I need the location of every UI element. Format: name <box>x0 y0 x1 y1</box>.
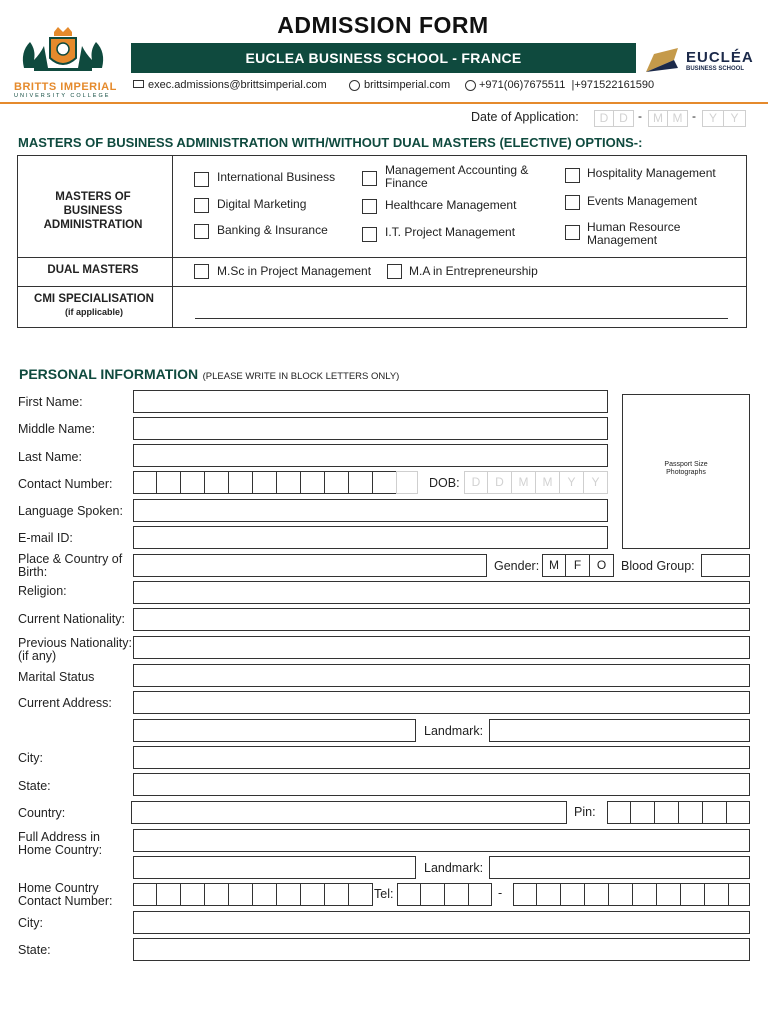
marital-status-label: Marital Status <box>18 670 95 684</box>
contact-website[interactable]: brittsimperial.com <box>364 79 451 91</box>
euclea-mark-icon <box>644 46 680 74</box>
option-label: Digital Marketing <box>217 197 307 211</box>
passport-photo-box[interactable] <box>622 394 750 549</box>
landmark-field[interactable] <box>489 719 750 742</box>
home-address-field[interactable] <box>133 829 750 852</box>
language-label: Language Spoken: <box>18 504 123 518</box>
option-label: M.Sc in Project Management <box>217 264 372 278</box>
application-date-year[interactable]: Y Y <box>702 110 746 127</box>
contact-bar <box>131 78 751 94</box>
pin-label: Pin: <box>574 805 596 819</box>
email-field[interactable] <box>133 526 608 549</box>
middle-name-field[interactable] <box>133 417 608 440</box>
home-address-line2-field[interactable] <box>133 856 416 879</box>
application-date-month[interactable]: M M <box>648 110 688 127</box>
application-date-day[interactable]: D D <box>594 110 634 127</box>
current-nationality-field[interactable] <box>133 608 750 631</box>
checkbox-ma-entrepreneurship[interactable] <box>387 264 402 279</box>
checkbox-healthcare-management[interactable] <box>362 199 377 214</box>
cmi-label: CMI SPECIALISATION <box>34 293 154 305</box>
checkbox-hospitality-management[interactable] <box>565 168 580 183</box>
gender-options[interactable]: M F O <box>542 554 614 577</box>
passport-photo-text: Passport Size Photographs <box>664 461 708 476</box>
religion-label: Religion: <box>18 584 67 598</box>
state2-field[interactable] <box>133 938 750 961</box>
euclea-logo <box>644 46 756 76</box>
table-divider <box>17 286 747 287</box>
personal-heading <box>19 366 399 384</box>
logo-name: BRITTS IMPERIAL <box>14 81 117 93</box>
checkbox-msc-project-management[interactable] <box>194 264 209 279</box>
dual-masters-label: DUAL MASTERS <box>47 264 139 276</box>
city-label: City: <box>18 751 43 765</box>
current-address-line2-field[interactable] <box>133 719 416 742</box>
current-nationality-label: Current Nationality: <box>18 612 125 626</box>
date-separator: - <box>638 109 642 123</box>
city-field[interactable] <box>133 746 750 769</box>
cmi-specialisation-line[interactable] <box>195 318 728 319</box>
middle-name-label: Middle Name: <box>18 422 96 436</box>
option-label: Banking & Insurance <box>217 223 328 237</box>
table-divider <box>17 257 747 258</box>
tel-area-cells[interactable] <box>397 883 492 906</box>
home-address-label: Full Address in Home Country: <box>18 830 103 857</box>
checkbox-digital-marketing[interactable] <box>194 198 209 213</box>
last-name-label: Last Name: <box>18 450 82 464</box>
checkbox-it-project-management[interactable] <box>362 227 377 242</box>
previous-nationality-label: Previous Nationality: (if any) <box>18 636 132 663</box>
checkbox-human-resource-management[interactable] <box>565 225 580 240</box>
checkbox-international-business[interactable] <box>194 172 209 187</box>
option-label: M.A in Entrepreneurship <box>409 264 538 278</box>
mail-icon <box>133 80 144 88</box>
landmark2-label: Landmark: <box>424 861 484 875</box>
cmi-note: (if applicable) <box>64 307 123 317</box>
option-label: Human Resource Management <box>587 220 681 247</box>
city2-field[interactable] <box>133 911 750 934</box>
form-title: ADMISSION FORM <box>277 12 489 38</box>
country-label: Country: <box>18 806 66 820</box>
state-field[interactable] <box>133 773 750 796</box>
landmark-label: Landmark: <box>424 724 484 738</box>
birth-place-field[interactable] <box>133 554 487 577</box>
contact-number-cells[interactable] <box>133 471 397 494</box>
city2-label: City: <box>18 916 43 930</box>
personal-heading-text: PERSONAL INFORMATION <box>19 366 199 382</box>
language-field[interactable] <box>133 499 608 522</box>
option-label: Hospitality Management <box>587 166 716 180</box>
gender-label: Gender: <box>494 559 540 573</box>
phone-icon <box>465 80 476 91</box>
school-banner-text: EUCLEA BUSINESS SCHOOL - FRANCE <box>245 50 522 66</box>
application-date-label: Date of Application: <box>471 110 579 124</box>
euclea-sub: BUSINESS SCHOOL <box>686 66 745 72</box>
programs-heading: MASTERS OF BUSINESS ADMINISTRATION WITH/WITHOUT DUAL MASTERS (ELECTIVE) OPTIONS-: <box>18 135 643 150</box>
school-banner <box>131 43 636 73</box>
tel-number-cells[interactable] <box>513 883 750 906</box>
checkbox-management-accounting[interactable] <box>362 171 377 186</box>
blood-group-label: Blood Group: <box>621 559 695 573</box>
date-separator: - <box>692 109 696 123</box>
checkbox-events-management[interactable] <box>565 195 580 210</box>
contact-number-label: Contact Number: <box>18 477 113 491</box>
contact-number-extra-cell[interactable] <box>396 471 418 494</box>
tel-label: Tel: <box>374 887 394 901</box>
previous-nationality-field[interactable] <box>133 636 750 659</box>
britts-imperial-logo <box>14 24 117 99</box>
landmark2-field[interactable] <box>489 856 750 879</box>
state2-label: State: <box>18 943 51 957</box>
option-label: I.T. Project Management <box>385 225 516 239</box>
contact-phone: +971(06)7675511 |+971522161590 <box>479 79 655 91</box>
option-label: Events Management <box>587 194 698 208</box>
dob-cells[interactable]: D D M M Y Y <box>464 471 608 494</box>
marital-status-field[interactable] <box>133 664 750 687</box>
option-label: Management Accounting & Finance <box>385 163 529 190</box>
birth-place-label: Place & Country of Birth: <box>18 552 123 579</box>
option-label: Healthcare Management <box>385 198 517 212</box>
first-name-field[interactable] <box>133 390 608 413</box>
home-contact-label: Home Country Contact Number: <box>18 881 113 908</box>
dob-label: DOB: <box>429 476 460 490</box>
country-field[interactable] <box>131 801 567 824</box>
home-contact-cells[interactable] <box>133 883 373 906</box>
last-name-field[interactable] <box>133 444 608 467</box>
table-divider <box>172 155 173 328</box>
current-address-label: Current Address: <box>18 696 112 710</box>
logo-sub: UNIVERSITY COLLEGE <box>14 93 111 99</box>
mba-label: MASTERS OF BUSINESS ADMINISTRATION <box>43 191 143 231</box>
globe-icon <box>349 80 360 91</box>
header-divider <box>0 102 768 104</box>
pin-cells[interactable] <box>607 801 750 824</box>
email-label: E-mail ID: <box>18 531 73 545</box>
euclea-name: EUCLÉA <box>686 49 754 66</box>
blood-group-field[interactable] <box>701 554 750 577</box>
religion-field[interactable] <box>133 581 750 604</box>
crest-icon <box>14 24 112 76</box>
option-label: International Business <box>217 170 336 184</box>
checkbox-banking-insurance[interactable] <box>194 224 209 239</box>
first-name-label: First Name: <box>18 395 83 409</box>
state-label: State: <box>18 779 51 793</box>
current-address-field[interactable] <box>133 691 750 714</box>
contact-email[interactable]: exec.admissions@brittsimperial.com <box>148 79 327 91</box>
personal-heading-note: (PLEASE WRITE IN BLOCK LETTERS ONLY) <box>202 371 400 382</box>
tel-dash: - <box>498 886 503 900</box>
